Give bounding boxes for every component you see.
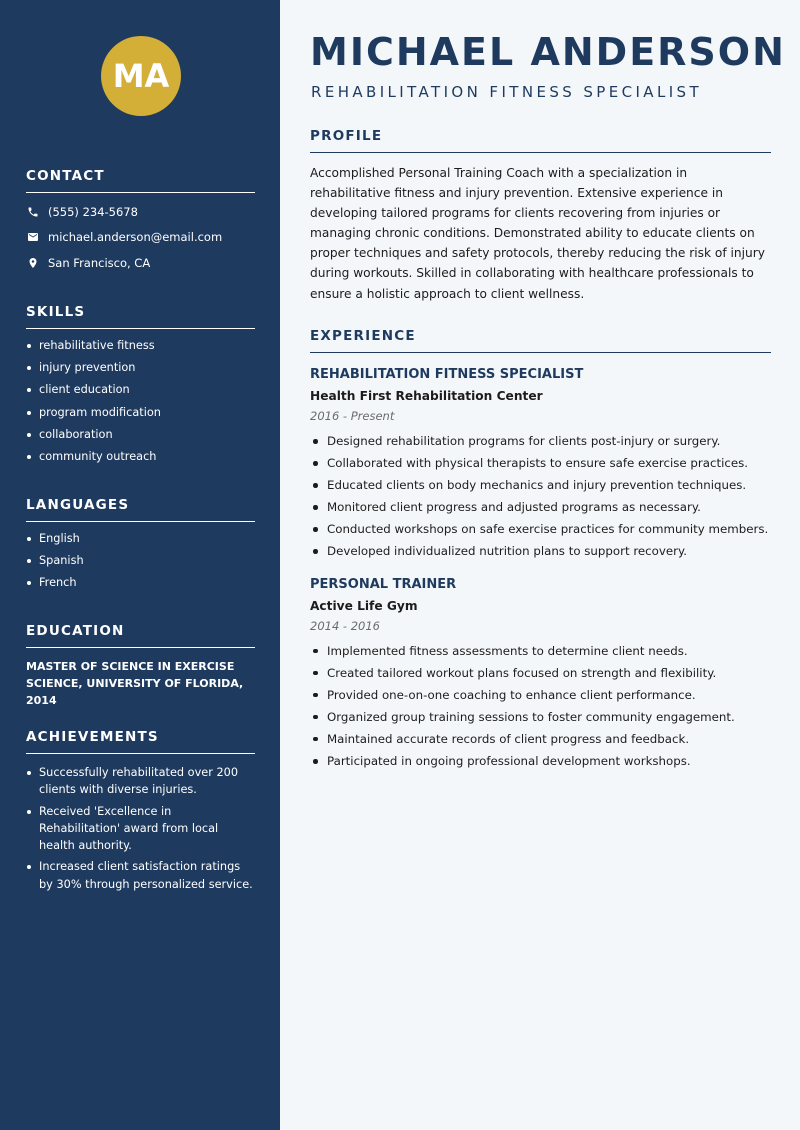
phone-icon [26, 205, 40, 219]
skill-item: client education [26, 379, 255, 401]
candidate-title: REHABILITATION FITNESS SPECIALIST [311, 83, 703, 101]
achievements-section [26, 729, 255, 897]
skill-item: collaboration [26, 424, 255, 446]
achievements-heading: ACHIEVEMENTS [26, 729, 255, 754]
language-item: English [26, 528, 255, 550]
profile-heading: PROFILE [310, 128, 771, 153]
job-title: PERSONAL TRAINER [310, 576, 457, 592]
job-bullet: Developed individualized nutrition plans to support recovery. [310, 540, 771, 562]
job-bullet: Educated clients on body mechanics and injury prevention techniques. [310, 474, 771, 496]
job-bullet: Implemented fitness assessments to determine client needs. [310, 640, 771, 662]
job-dates: 2014 - 2016 [310, 618, 380, 633]
job-entry [310, 367, 771, 563]
profile-summary: Accomplished Personal Training Coach with a specialization in rehabilitative fitness and injury prevention. Extensive experience in developing tailored programs for clients recovering from injuries or managing chronic conditions. Demonstrated ability to educate clients on proper techniques and safety protocols, thereby reducing the risk of injury during workouts. Skilled in collaborating with healthcare professionals to ensure a holistic approach to client wellness. [310, 166, 765, 301]
languages-section [26, 497, 255, 595]
skill-item: rehabilitative fitness [26, 335, 255, 357]
job-bullet: Provided one-on-one coaching to enhance client performance. [310, 684, 771, 706]
education-section [26, 623, 255, 709]
language-item: Spanish [26, 550, 255, 572]
location-text: San Francisco, CA [48, 255, 151, 270]
job-dates: 2016 - Present [310, 409, 395, 423]
job-bullet: Organized group training sessions to foster community engagement. [310, 706, 771, 728]
achievements-list [26, 764, 255, 893]
contact-heading: CONTACT [26, 168, 255, 193]
skill-item: program modification [26, 402, 255, 424]
mail-icon [26, 230, 40, 244]
experience-heading: EXPERIENCE [310, 328, 771, 353]
job-bullet: Participated in ongoing professional development workshops. [310, 750, 771, 772]
job-bullet: Created tailored workout plans focused on strength and flexibility. [310, 662, 771, 684]
achievement-item: Received 'Excellence in Rehabilitation' award from local health authority. [26, 803, 255, 855]
job-bullet: Collaborated with physical therapists to ensure safe exercise practices. [310, 452, 771, 474]
profile-section [310, 128, 771, 304]
skills-list [26, 335, 255, 468]
main-content [280, 0, 800, 1130]
job-company: Active Life Gym [310, 598, 418, 613]
job-bullets [310, 640, 771, 773]
sidebar [0, 0, 280, 1130]
job-company: Health First Rehabilitation Center [310, 389, 543, 403]
skills-section [26, 304, 255, 468]
languages-heading: LANGUAGES [26, 497, 255, 522]
phone-text: (555) 234-5678 [48, 204, 138, 219]
skill-item: community outreach [26, 446, 255, 468]
avatar: MA [101, 36, 181, 116]
languages-list [26, 528, 255, 595]
job-bullet: Designed rehabilitation programs for clients post-injury or surgery. [310, 430, 771, 452]
experience-section [310, 328, 771, 772]
contact-phone [26, 199, 255, 225]
job-bullets [310, 430, 771, 563]
candidate-name: MICHAEL ANDERSON [310, 30, 786, 74]
education-heading: EDUCATION [26, 623, 255, 648]
contact-email [26, 225, 255, 251]
job-entry [310, 577, 771, 773]
achievement-item: Increased client satisfaction ratings by 30% through personalized service. [26, 858, 255, 893]
job-bullet: Conducted workshops on safe exercise practices for community members. [310, 518, 771, 540]
skill-item: injury prevention [26, 357, 255, 379]
contact-location [26, 250, 255, 276]
email-link[interactable]: michael.anderson@email.com [48, 230, 223, 245]
education-entry: MASTER OF SCIENCE IN EXERCISE SCIENCE, UNIVERSITY OF FLORIDA, 2014 [26, 660, 244, 707]
skills-heading: SKILLS [26, 304, 255, 329]
achievement-item: Successfully rehabilitated over 200 clients with diverse injuries. [26, 764, 255, 799]
contact-section [26, 168, 255, 276]
language-item: French [26, 572, 255, 594]
location-pin-icon [26, 256, 40, 270]
job-bullet: Monitored client progress and adjusted programs as necessary. [310, 496, 771, 518]
job-title: REHABILITATION FITNESS SPECIALIST [310, 367, 584, 382]
job-bullet: Maintained accurate records of client progress and feedback. [310, 728, 771, 750]
